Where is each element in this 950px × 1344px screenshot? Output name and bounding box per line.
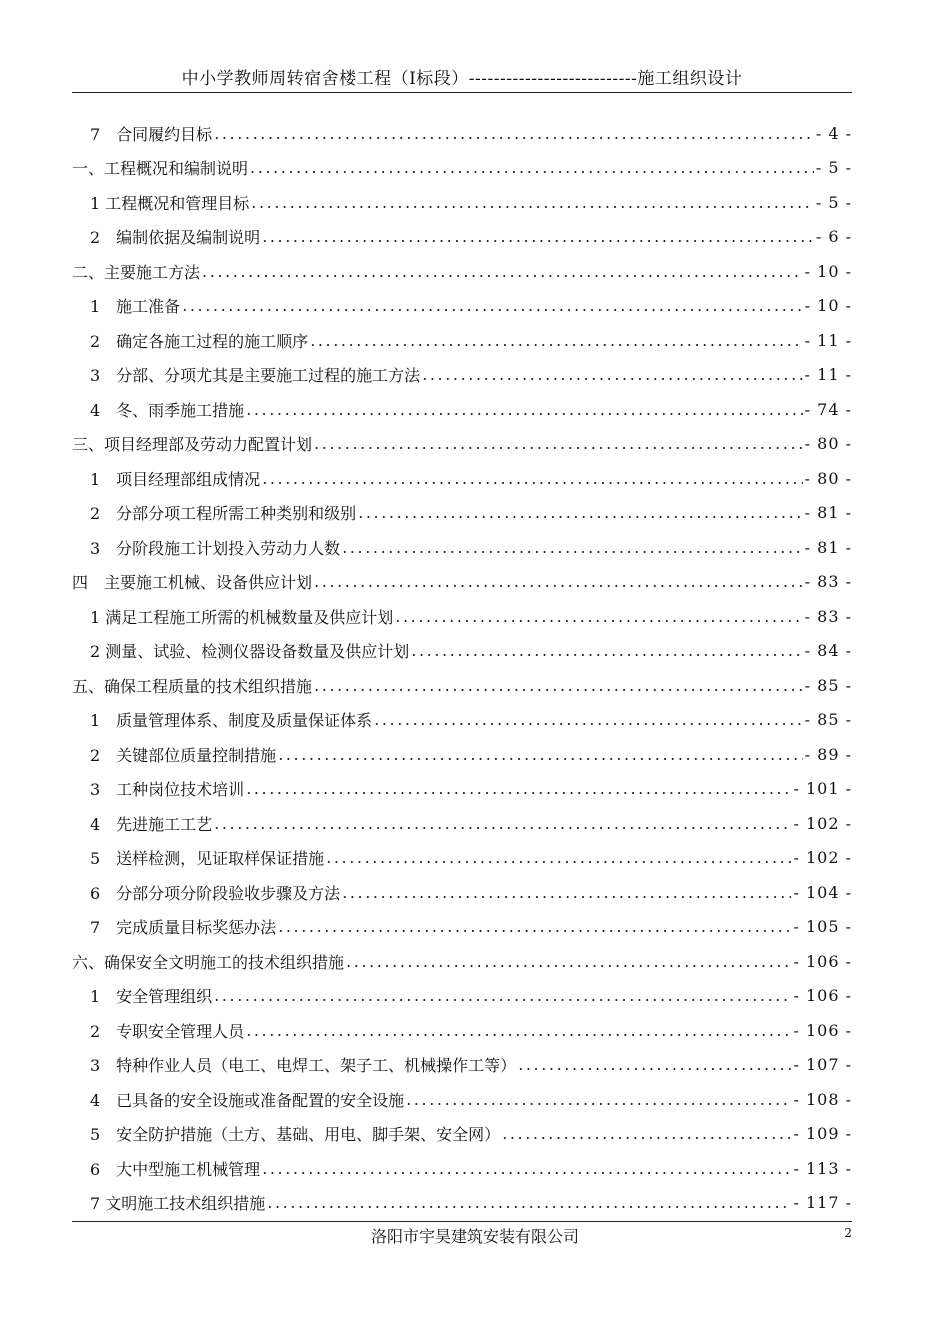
page-header: 中小学教师周转宿舍楼工程（Ⅰ标段）---------------------------施工组织设计 (181, 69, 743, 89)
toc-entry[interactable] (72, 668, 852, 703)
toc-entry[interactable] (72, 1117, 852, 1152)
toc-dot-leader (395, 607, 802, 626)
toc-entry-title: 4 先进施工工艺 (90, 814, 213, 834)
toc-entry-page: - 89 - (804, 744, 852, 764)
toc-entry[interactable] (72, 634, 852, 669)
toc-entry-title: 6 大中型施工机械管理 (90, 1159, 261, 1179)
toc-entry-page: - 83 - (804, 606, 852, 626)
toc-entry[interactable] (72, 703, 852, 738)
toc-entry[interactable] (72, 530, 852, 565)
toc-dot-leader (202, 262, 803, 281)
toc-dot-leader (246, 400, 802, 419)
toc-dot-leader (342, 883, 791, 902)
toc-entry-title: 3 分阶段施工计划投入劳动力人数 (90, 538, 341, 558)
toc-entry-title: 3 工种岗位技术培训 (90, 780, 245, 800)
toc-entry[interactable] (72, 116, 852, 151)
toc-entry-page: - 85 - (804, 710, 852, 730)
toc-entry-page: - 74 - (804, 399, 852, 419)
toc-entry-title: 2 关键部位质量控制措施 (90, 745, 277, 765)
footer-rule (72, 1221, 852, 1222)
toc-entry-page: - 85 - (804, 675, 852, 695)
toc-entry-title: 四 主要施工机械、设备供应计划 (72, 573, 313, 593)
toc-entry-page: - 106 - (793, 951, 852, 971)
toc-dot-leader (326, 848, 791, 867)
table-of-contents (72, 116, 852, 1220)
toc-entry[interactable] (72, 944, 852, 979)
toc-dot-leader (262, 1159, 791, 1178)
toc-entry[interactable] (72, 289, 852, 324)
toc-entry-title: 5 安全防护措施（土方、基础、用电、脚手架、安全网） (90, 1125, 501, 1145)
toc-entry-page: - 107 - (793, 1055, 852, 1075)
toc-dot-leader (314, 676, 803, 695)
toc-entry[interactable] (72, 1013, 852, 1048)
toc-entry-title: 4 已具备的安全设施或准备配置的安全设施 (90, 1090, 405, 1110)
toc-entry-page: - 102 - (793, 813, 852, 833)
toc-entry[interactable] (72, 323, 852, 358)
toc-entry-title: 6 分部分项分阶段验收步骤及方法 (90, 883, 341, 903)
toc-entry-page: - 5 - (815, 192, 852, 212)
toc-entry-page: - 81 - (804, 503, 852, 523)
toc-entry-title: 7 文明施工技术组织措施 (90, 1194, 266, 1214)
toc-dot-leader (422, 365, 802, 384)
toc-entry[interactable] (72, 772, 852, 807)
toc-dot-leader (251, 193, 814, 212)
toc-entry-page: - 10 - (804, 296, 852, 316)
toc-dot-leader (346, 952, 791, 971)
toc-entry[interactable] (72, 220, 852, 255)
toc-entry-page: - 108 - (793, 1089, 852, 1109)
toc-entry-page: - 102 - (793, 848, 852, 868)
toc-entry-title: 三、项目经理部及劳动力配置计划 (72, 435, 313, 455)
toc-entry-title: 7 合同履约目标 (90, 124, 213, 144)
toc-entry-title: 7 完成质量目标奖惩办法 (90, 918, 277, 938)
toc-entry[interactable] (72, 1048, 852, 1083)
toc-entry-page: - 4 - (815, 123, 852, 143)
toc-entry-page: - 106 - (793, 1020, 852, 1040)
toc-entry-title: 1 安全管理组织 (90, 987, 213, 1007)
toc-entry[interactable] (72, 151, 852, 186)
toc-entry-title: 3 分部、分项尤其是主要施工过程的施工方法 (90, 366, 421, 386)
toc-entry[interactable] (72, 841, 852, 876)
toc-entry[interactable] (72, 737, 852, 772)
toc-dot-leader (214, 124, 814, 143)
toc-dot-leader (278, 745, 802, 764)
toc-entry[interactable] (72, 806, 852, 841)
footer-company: 洛阳市宇昊建筑安装有限公司 (370, 1227, 579, 1246)
toc-dot-leader (267, 1193, 791, 1212)
toc-entry-page: - 5 - (815, 158, 852, 178)
toc-entry[interactable] (72, 358, 852, 393)
toc-entry-page: - 80 - (804, 434, 852, 454)
toc-entry-page: - 117 - (793, 1193, 852, 1213)
toc-entry[interactable] (72, 910, 852, 945)
toc-entry-page: - 106 - (793, 986, 852, 1006)
toc-entry[interactable] (72, 254, 852, 289)
toc-entry[interactable] (72, 1082, 852, 1117)
toc-dot-leader (406, 1090, 791, 1109)
toc-entry-title: 二、主要施工方法 (72, 262, 201, 282)
toc-dot-leader (314, 434, 803, 453)
toc-dot-leader (246, 779, 791, 798)
toc-dot-leader (262, 469, 802, 488)
toc-entry[interactable] (72, 565, 852, 600)
toc-entry-page: - 113 - (793, 1158, 852, 1178)
toc-entry[interactable] (72, 1186, 852, 1221)
toc-dot-leader (246, 1021, 791, 1040)
toc-entry[interactable] (72, 392, 852, 427)
toc-entry-title: 2 测量、试验、检测仪器设备数量及供应计划 (90, 642, 410, 662)
toc-entry-page: - 11 - (804, 330, 852, 350)
toc-entry-title: 3 特种作业人员（电工、电焊工、架子工、机械操作工等） (90, 1056, 517, 1076)
toc-entry-title: 1 施工准备 (90, 297, 181, 317)
toc-entry[interactable] (72, 1151, 852, 1186)
toc-entry-page: - 84 - (804, 641, 852, 661)
toc-dot-leader (314, 572, 803, 591)
toc-dot-leader (518, 1055, 791, 1074)
toc-entry-page: - 81 - (804, 537, 852, 557)
toc-entry-title: 1 满足工程施工所需的机械数量及供应计划 (90, 607, 394, 627)
toc-entry-page: - 6 - (815, 227, 852, 247)
toc-entry-title: 2 确定各施工过程的施工顺序 (90, 331, 309, 351)
toc-dot-leader (342, 538, 802, 557)
toc-entry-page: - 80 - (804, 468, 852, 488)
toc-entry-title: 5 送样检测，见证取样保证措施 (90, 849, 325, 869)
toc-entry[interactable] (72, 496, 852, 531)
toc-entry-title: 1 质量管理体系、制度及质量保证体系 (90, 711, 373, 731)
toc-entry-title: 1 工程概况和管理目标 (90, 193, 250, 213)
toc-dot-leader (278, 917, 791, 936)
toc-entry-title: 六、确保安全文明施工的技术组织措施 (72, 952, 345, 972)
page-number: 2 (844, 1226, 852, 1240)
toc-entry-title: 1 项目经理部组成情况 (90, 469, 261, 489)
toc-entry-page: - 101 - (793, 779, 852, 799)
toc-entry[interactable] (72, 461, 852, 496)
toc-entry-title: 五、确保工程质量的技术组织措施 (72, 676, 313, 696)
toc-entry-title: 4 冬、雨季施工措施 (90, 400, 245, 420)
toc-entry-page: - 11 - (804, 365, 852, 385)
toc-entry-page: - 105 - (793, 917, 852, 937)
toc-entry-page: - 83 - (804, 572, 852, 592)
toc-entry[interactable] (72, 979, 852, 1014)
toc-dot-leader (310, 331, 802, 350)
toc-dot-leader (262, 227, 814, 246)
toc-dot-leader (250, 158, 814, 177)
toc-entry-page: - 109 - (793, 1124, 852, 1144)
header-rule (72, 92, 852, 93)
toc-dot-leader (358, 503, 802, 522)
toc-entry-title: 一、工程概况和编制说明 (72, 159, 249, 179)
toc-entry[interactable] (72, 875, 852, 910)
toc-entry-title: 2 编制依据及编制说明 (90, 228, 261, 248)
toc-dot-leader (214, 986, 791, 1005)
toc-dot-leader (502, 1124, 791, 1143)
toc-dot-leader (214, 814, 791, 833)
toc-dot-leader (374, 710, 802, 729)
toc-entry-page: - 104 - (793, 882, 852, 902)
toc-dot-leader (182, 296, 802, 315)
toc-entry-page: - 10 - (804, 261, 852, 281)
toc-entry-title: 2 专职安全管理人员 (90, 1021, 245, 1041)
toc-entry-title: 2 分部分项工程所需工种类别和级别 (90, 504, 357, 524)
toc-entry[interactable] (72, 599, 852, 634)
toc-entry[interactable] (72, 427, 852, 462)
toc-dot-leader (411, 641, 802, 660)
toc-entry[interactable] (72, 185, 852, 220)
